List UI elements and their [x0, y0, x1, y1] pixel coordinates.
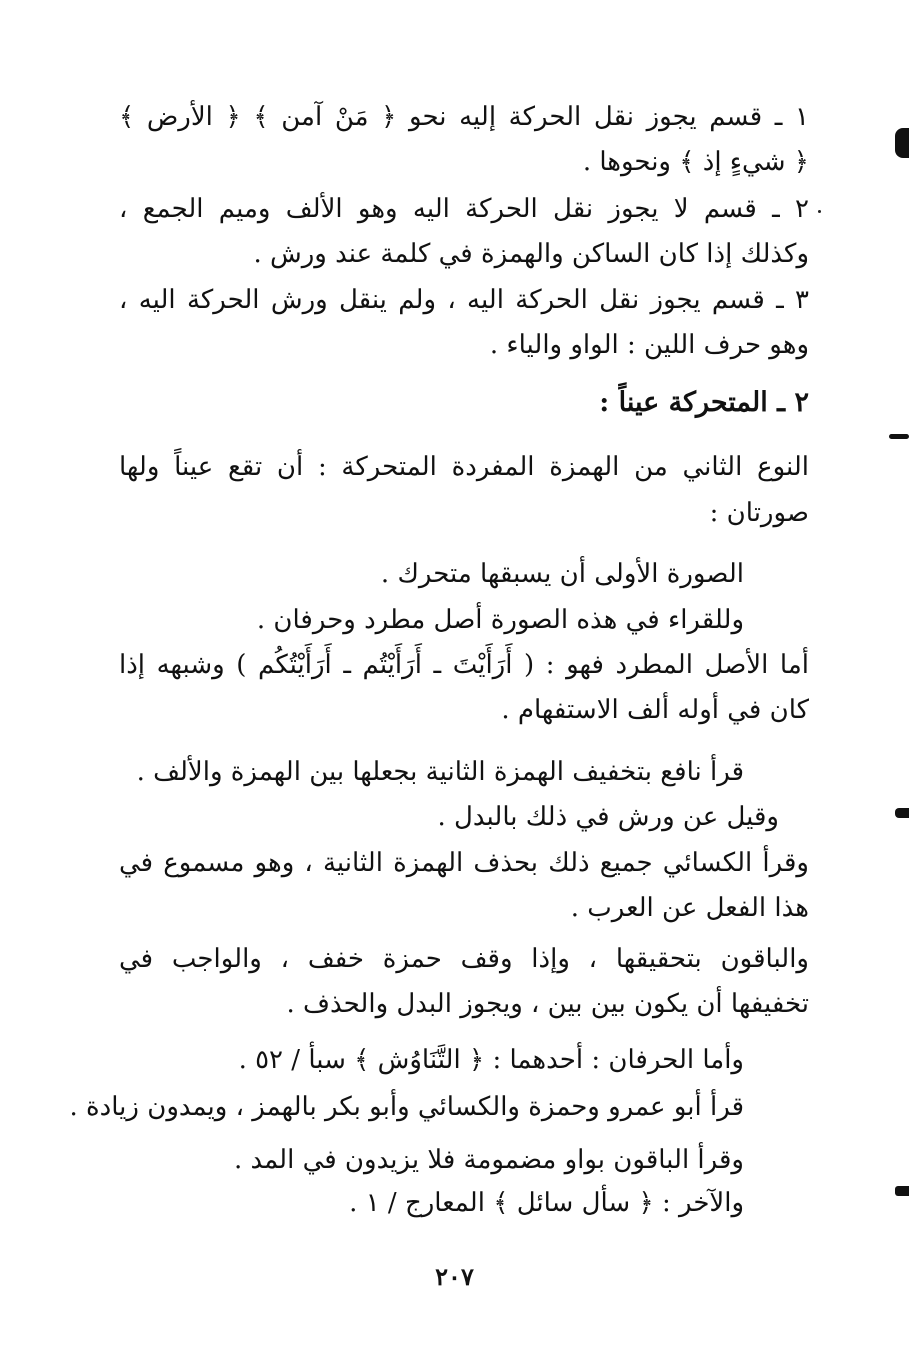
scan-artifact [895, 1186, 909, 1196]
text-line: هذا الفعل عن العرب . [570, 893, 809, 923]
text-line: وقرأ الكسائي جميع ذلك بحذف الهمزة الثانية ، وهو مسموع في [119, 848, 809, 878]
scan-artifact [895, 808, 909, 818]
text-line: النوع الثاني من الهمزة المفردة المتحركة : أن تقع عيناً ولها [119, 452, 809, 482]
text-line: قرأ أبو عمرو وحمزة والكسائي وأبو بكر بالهمز ، ويمدون زيادة . [69, 1092, 744, 1122]
text-line: وهو حرف اللين : الواو والياء . [489, 330, 809, 360]
text-line: ٢ ـ قسم لا يجوز نقل الحركة اليه وهو الألف وميم الجمع ، [119, 194, 809, 224]
text-line: تخفيفها أن يكون بين بين ، ويجوز البدل والحذف . [286, 989, 809, 1019]
text-line: وللقراء في هذه الصورة أصل مطرد وحرفان . [256, 605, 744, 635]
scan-artifact [895, 128, 909, 158]
text-line: ﴿ شيءٍ إذ ﴾ ونحوها . [582, 147, 809, 177]
text-line: ١ ـ قسم يجوز نقل الحركة إليه نحو ﴿ مَنْ آمن ﴾ ﴿ الأرض ﴾ [119, 102, 809, 132]
scan-artifact [889, 434, 909, 439]
scan-artifact [818, 210, 821, 213]
text-line: وقيل عن ورش في ذلك بالبدل . [437, 802, 779, 832]
page-number: ٢٠٧ [435, 1262, 474, 1291]
text-line: أما الأصل المطرد فهو : ( أَرَأَيْتَ ـ أَرَأَيْتُم ـ أَرَأَيْتُكُم ) وشبهه إذا [119, 650, 809, 680]
text-line: قرأ نافع بتخفيف الهمزة الثانية بجعلها بين الهمزة والألف . [136, 757, 744, 787]
text-line: والآخر : ﴿ سأل سائل ﴾ المعارج / ١ . [349, 1188, 744, 1218]
text-line: صورتان : [709, 498, 809, 528]
text-line: والباقون بتحقيقها ، وإذا وقف حمزة خفف ، والواجب في [119, 944, 809, 974]
text-line: وأما الحرفان : أحدهما : ﴿ التَّنَاوُش ﴾ سبأ / ٥٢ . [238, 1045, 744, 1075]
section-heading: ٢ ـ المتحركة عيناً : [599, 387, 809, 418]
text-line: ٣ ـ قسم يجوز نقل الحركة اليه ، ولم ينقل ورش الحركة اليه ، [119, 285, 809, 315]
text-line: وكذلك إذا كان الساكن والهمزة في كلمة عند ورش . [253, 239, 809, 269]
text-line: وقرأ الباقون بواو مضمومة فلا يزيدون في المد . [233, 1145, 744, 1175]
text-line: الصورة الأولى أن يسبقها متحرك . [380, 559, 744, 589]
text-line: كان في أوله ألف الاستفهام . [501, 695, 809, 725]
